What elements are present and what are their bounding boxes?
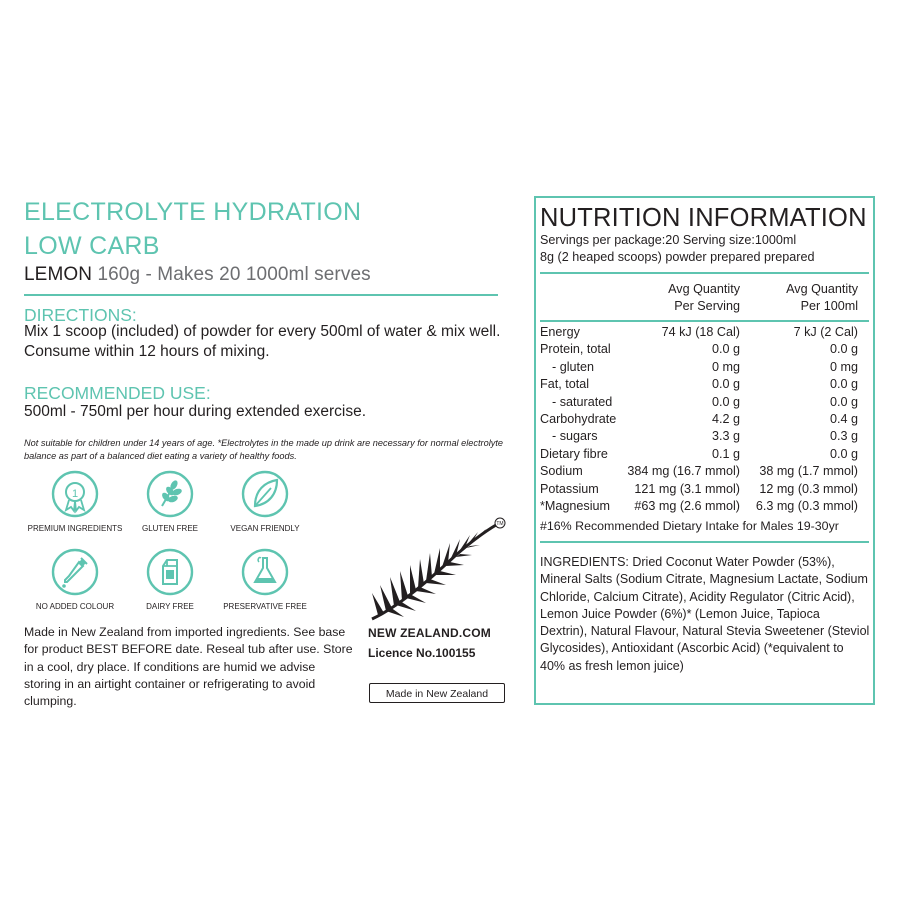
per-100ml-value: 0.0 g — [829, 446, 858, 461]
badge-label: PREMIUM INGREDIENTS — [27, 524, 123, 533]
nz-website: NEW ZEALAND.COM — [368, 626, 491, 640]
column-head-line: Per Serving — [674, 299, 740, 313]
ingredients-text: INGREDIENTS: Dried Coconut Water Powder (53%), Mineral Salts (Sodium Citrate, Magnesium Lactate, Sodium Chloride, Calcium Citrate), Acidity Regulator (Citric Acid), Lemon Juice Powder (6%)* (Lemon Juice, Tapioca Dextrin), Natural Flavour, Natural Stevia Sweetener (Steviol Glycosides), Antioxidant (Ascorbic Acid) (*equivalent to 40% as fresh lemon juice) — [540, 555, 870, 673]
nutrition-row — [540, 412, 860, 429]
subtitle-rule — [24, 294, 498, 296]
nutrition-rule — [540, 320, 869, 322]
badge-label: GLUTEN FREE — [141, 524, 198, 533]
per-serving-value: 0 mg — [712, 359, 740, 374]
column-head-line: Per 100ml — [800, 299, 858, 313]
nutrient-label: - sugars — [552, 429, 598, 444]
directions-heading: DIRECTIONS: — [24, 305, 137, 325]
per-serving-value: 0.1 g — [711, 446, 740, 461]
nutrition-row — [540, 360, 860, 377]
badge-preservative-free — [210, 548, 320, 611]
nutrition-rule — [540, 272, 869, 274]
nutrient-label: Protein, total — [540, 342, 611, 357]
per-serving-value: #63 mg (2.6 mmol) — [634, 499, 740, 513]
per-serving-value: 384 mg (16.7 mmol) — [627, 464, 740, 479]
per-100ml-value: 0.0 g — [829, 377, 858, 392]
leaf-icon — [241, 470, 289, 520]
nutrient-label: Sodium — [540, 464, 583, 479]
nutrient-label: *Magnesium — [540, 499, 610, 513]
badge-label: PRESERVATIVE FREE — [223, 602, 307, 611]
per-100ml-value: 7 kJ (2 Cal) — [793, 325, 858, 339]
badge-label: VEGAN FRIENDLY — [230, 524, 300, 533]
column-head-line: Avg Quantity — [668, 282, 740, 296]
badge-gluten-free — [115, 470, 225, 533]
per-100ml-value: 0.0 g — [829, 342, 858, 357]
flavour-name: LEMON — [24, 264, 93, 285]
nutrient-label: Energy — [540, 325, 580, 339]
column-head-line: Avg Quantity — [786, 282, 858, 296]
badge-label: DAIRY FREE — [146, 602, 194, 611]
nutrition-row — [540, 447, 860, 464]
servings-line: Servings per package:20 Serving size:1000ml — [540, 233, 797, 247]
award-number: 1 — [71, 488, 79, 500]
rdi-note: #16% Recommended Dietary Intake for Males 19-30yr — [540, 519, 839, 533]
per-100ml-value: 0.4 g — [829, 412, 858, 426]
nutrition-row — [540, 499, 860, 516]
per-100ml-value: 12 mg (0.3 mmol) — [759, 481, 858, 496]
per-100ml-value: 0.0 g — [829, 394, 858, 409]
per-100ml-value: 0 mg — [830, 359, 858, 374]
per-serving-value: 0.0 g — [711, 342, 740, 357]
silver-fern-icon — [368, 515, 508, 623]
nutrition-row — [540, 342, 860, 359]
nutrition-row — [540, 395, 860, 412]
per-serving-value: 0.0 g — [711, 377, 740, 392]
nutrition-title: NUTRITION INFORMATION — [540, 204, 867, 232]
milk-carton-icon — [146, 548, 194, 598]
recommended-use-heading: RECOMMENDED USE: — [24, 383, 211, 403]
nutrition-row — [540, 429, 860, 446]
nutrient-label: Fat, total — [540, 377, 589, 392]
badge-no-added-colour — [20, 548, 130, 611]
per-100ml-value: 6.3 mg (0.3 mmol) — [755, 499, 858, 513]
scoop-line: 8g (2 heaped scoops) powder prepared prepared — [540, 250, 815, 264]
per-serving-value: 74 kJ (18 Cal) — [661, 325, 740, 339]
nutrition-row — [540, 464, 860, 481]
badge-label: NO ADDED COLOUR — [35, 602, 115, 611]
nutrient-label: - gluten — [552, 359, 595, 374]
per-serving-value: 121 mg (3.1 mmol) — [634, 481, 740, 496]
nutrition-rule — [540, 541, 869, 543]
size-serves: 160g - Makes 20 1000ml serves — [92, 264, 371, 285]
nutrient-label: Carbohydrate — [540, 412, 617, 426]
nutrition-row — [540, 377, 860, 394]
award-ribbon-icon — [51, 470, 99, 520]
nutrient-label: Potassium — [540, 481, 599, 496]
wheat-icon — [146, 470, 194, 520]
nutrition-row — [540, 482, 860, 499]
per-serving-value: 4.2 g — [711, 412, 740, 426]
per-100ml-value: 38 mg (1.7 mmol) — [759, 464, 858, 479]
dropper-icon — [51, 548, 99, 598]
column-head-per-100ml — [750, 281, 858, 315]
per-serving-value: 0.0 g — [711, 394, 740, 409]
badge-premium-ingredients — [20, 470, 130, 533]
badge-vegan-friendly — [210, 470, 320, 533]
per-100ml-value: 0.3 g — [829, 429, 858, 444]
trademark-mark: TM — [496, 521, 504, 527]
recommended-use-text: 500ml - 750ml per hour during extended exercise. — [24, 403, 367, 420]
directions-text: Mix 1 scoop (included) of powder for every 500ml of water & mix well. Consume within 12 hours of mixing. — [24, 323, 501, 360]
per-serving-value: 3.3 g — [711, 429, 740, 444]
badge-dairy-free — [115, 548, 225, 611]
product-title-line2: LOW CARB — [24, 232, 160, 260]
nz-licence: Licence No.100155 — [368, 646, 476, 660]
made-in-nz-box: Made in New Zealand — [369, 683, 505, 703]
nutrient-label: Dietary fibre — [540, 446, 608, 461]
nutrient-label: - saturated — [552, 394, 613, 409]
nutrition-row — [540, 325, 860, 342]
disclaimer-text: Not suitable for children under 14 years of age. *Electrolytes in the made up drink are necessary for normal electrolyte balance as part of a balanced diet eating a variety of healthy foods. — [24, 438, 504, 461]
column-head-per-serving — [620, 281, 740, 315]
product-subtitle — [24, 264, 371, 286]
product-title: ELECTROLYTE HYDRATION — [24, 198, 362, 226]
flask-icon — [241, 548, 289, 598]
storage-text: Made in New Zealand from imported ingredients. See base for product BEST BEFORE date. Reseal tub after use. Store in a cool, dry place. If conditions are humid we advise storing in an airtight container or refrigerating to avoid clumping. — [24, 625, 353, 709]
